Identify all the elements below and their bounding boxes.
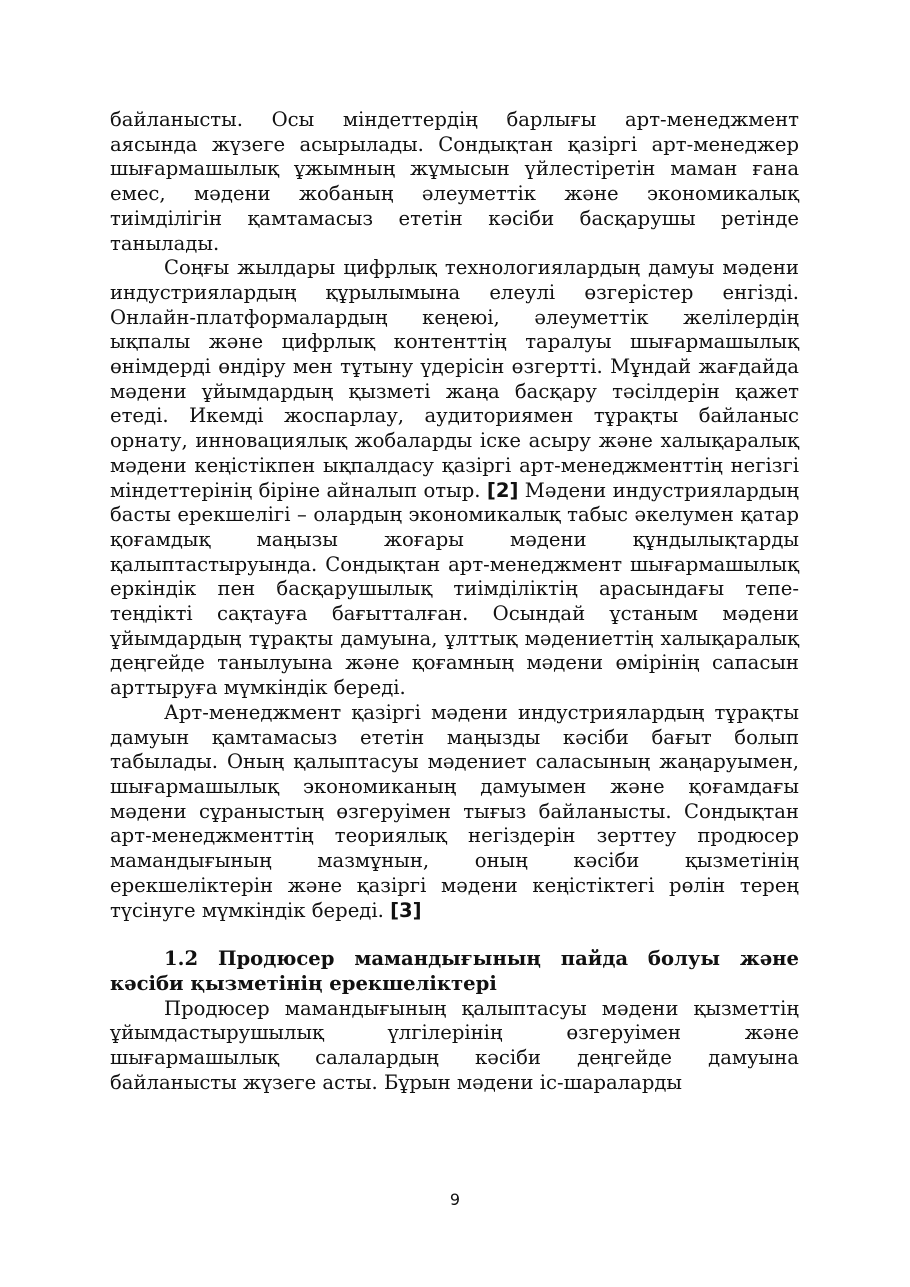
citation-2: [2] <box>486 478 519 502</box>
paragraph-1: байланысты. Осы міндеттердің барлығы арт-менеджмент аясында жүзеге асырылады. Сондықтан қазіргі арт-менеджер шығармашылық ұжымның жұмысын үйлестіретін маман ғана емес, мәдени жобаның әлеуметтік және экономикалық тиімділігін қамтамасыз ететін кәсіби басқарушы ретінде танылады. <box>110 108 799 255</box>
paragraph-2-text-part1: Соңғы жылдары цифрлық технологиялардың дамуы мәдени индустриялардың құрылымына елеулі өзгерістер енгізді. Онлайн-платформалардың кеңеюі, әлеуметтік желілердің ықпалы және цифрлық контенттің таралуы шығармашылық өнімдерді өндіру мен тұтыну үдерісін өзгертті. Мұндай жағдайда мәдени ұйымдардың қызметі жаңа басқару тәсілдерін қажет етеді. Икемді жоспарлау, аудиториямен тұрақты байланыс орнату, инновациялық жобаларды іске асыру және халықаралық мәдени кеңістікпен ықпалдасу қазіргі арт-менеджменттің негізгі міндеттерінің біріне айналып отыр. <box>110 256 799 502</box>
paragraph-3 <box>110 701 799 923</box>
document-body <box>110 108 799 1095</box>
paragraph-2 <box>110 256 799 701</box>
page-number: 9 <box>449 1190 461 1209</box>
paragraph-4: Продюсер мамандығының қалыптасуы мәдени қызметтің ұйымдастырушылық үлгілерінің өзгеруімен және шығармашылық салалардың кәсіби деңгейде дамуына байланысты жүзеге асты. Бұрын мәдени іс-шараларды <box>110 996 799 1094</box>
citation-3: [3] <box>390 898 422 922</box>
section-heading: 1.2 Продюсер мамандығының пайда болуы және кәсіби қызметінің ерекшеліктері <box>110 947 799 995</box>
paragraph-2-text-part2: Мәдени индустриялардың басты ерекшелігі – олардың экономикалық табыс әкелумен қатар қоғамдық маңызы жоғары мәдени құндылықтарды қалыптастыруында. Сондықтан арт-менеджмент шығармашылық еркіндік пен басқарушылық тиімділіктің арасындағы тепе-теңдікті сақтауға бағытталған. Осындай ұстаным мәдени ұйымдардың тұрақты дамуына, ұлттық мәдениеттің халықаралық деңгейде танылуына және қоғамның мәдени өмірінің сапасын арттыруға мүмкіндік береді. <box>110 478 799 700</box>
paragraph-3-text: Арт-менеджмент қазіргі мәдени индустриялардың тұрақты дамуын қамтамасыз ететін маңызды кәсіби бағыт болып табылады. Оның қалыптасуы мәдениет саласының жаңаруымен, шығармашылық экономиканың дамуымен және қоғамдағы мәдени сұраныстың өзгеруімен тығыз байланысты. Сондықтан арт-менеджменттің теориялық негіздерін зерттеу продюсер мамандығының мазмұнын, оның кәсіби қызметінің ерекшеліктерін және қазіргі мәдени кеңістіктегі рөлін терең түсінуге мүмкіндік береді. <box>110 700 799 922</box>
